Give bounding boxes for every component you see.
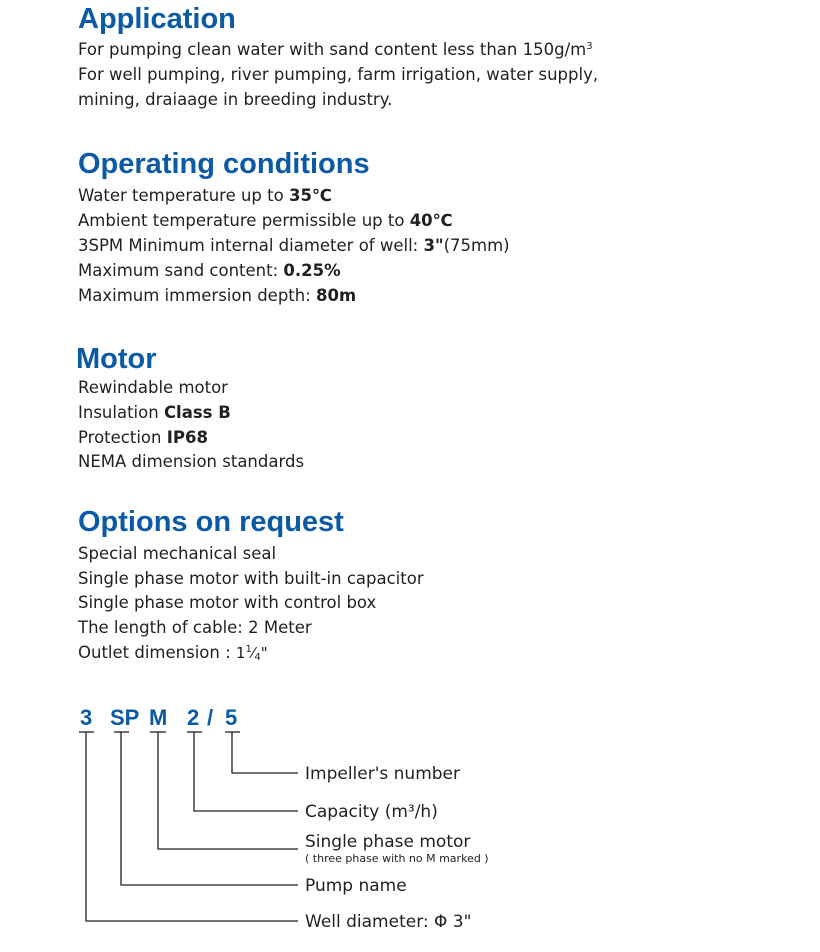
connector-capacity — [194, 732, 298, 811]
options-line-2: Single phase motor with built-in capacitor — [78, 569, 424, 588]
outlet-numerator: 1 — [245, 644, 252, 655]
well-diameter-suffix: (75mm) — [443, 236, 510, 255]
options-heading: Options on request — [78, 506, 344, 538]
protection-value: IP68 — [166, 428, 208, 447]
connector-phase — [158, 732, 298, 849]
code-well-diameter: 3 — [80, 705, 93, 730]
outlet-inch-mark: " — [260, 644, 268, 662]
water-temperature-value: 35℃ — [288, 186, 332, 205]
outlet-fraction-slash: ⁄ — [251, 644, 255, 662]
protection-label: Protection — [78, 428, 167, 447]
immersion-depth-value: 80m — [316, 286, 357, 305]
well-diameter-value: 3" — [423, 236, 444, 255]
connector-well-diameter — [86, 732, 298, 921]
motor-line-4: NEMA dimension standards — [78, 452, 305, 471]
sand-content-value: 0.25% — [283, 261, 341, 280]
options-line-3: Single phase motor with control box — [78, 593, 377, 612]
cubic-superscript: 3 — [586, 41, 593, 52]
application-line-3: mining, draiaage in breeding industry. — [78, 90, 393, 109]
legend-pump-name: Pump name — [305, 876, 407, 896]
options-line-4: The length of cable: 2 Meter — [78, 618, 312, 637]
application-line-1-text: For pumping clean water with sand content less than 150g/m — [78, 40, 587, 59]
legend-well-diameter: Well diameter: Φ 3" — [305, 912, 472, 932]
legend-impeller: Impeller's number — [305, 764, 461, 784]
ambient-temperature-label: Ambient temperature permissible up to — [78, 211, 410, 230]
outlet-whole: 1 — [235, 644, 246, 662]
connector-pump-name — [121, 732, 298, 885]
code-slash: / — [207, 705, 214, 730]
water-temperature-label: Water temperature up to — [78, 186, 289, 205]
code-impeller: 5 — [225, 705, 238, 730]
operating-conditions-heading: Operating conditions — [78, 148, 370, 180]
legend-capacity: Capacity (m³/h) — [305, 802, 438, 822]
legend-phase-note: ( three phase with no M marked ) — [305, 852, 489, 865]
code-phase: M — [149, 705, 168, 730]
connector-impeller — [232, 732, 298, 773]
well-diameter-label: 3SPM Minimum internal diameter of well: — [78, 236, 424, 255]
sand-content-label: Maximum sand content: — [78, 261, 284, 280]
insulation-value: Class B — [163, 403, 231, 422]
outlet-dimension-label: Outlet dimension : — [78, 643, 236, 662]
outlet-denominator: 4 — [254, 652, 261, 663]
ambient-temperature-value: 40℃ — [409, 211, 453, 230]
application-heading: Application — [78, 3, 236, 35]
insulation-label: Insulation — [78, 403, 164, 422]
motor-line-1: Rewindable motor — [78, 378, 228, 397]
options-line-1: Special mechanical seal — [78, 544, 277, 563]
legend-phase: Single phase motor — [305, 832, 471, 852]
application-line-2: For well pumping, river pumping, farm irrigation, water supply, — [78, 65, 599, 84]
motor-heading: Motor — [76, 343, 157, 375]
immersion-depth-label: Maximum immersion depth: — [78, 286, 317, 305]
code-capacity: 2 — [187, 705, 200, 730]
code-pump-name: SP — [110, 705, 140, 730]
